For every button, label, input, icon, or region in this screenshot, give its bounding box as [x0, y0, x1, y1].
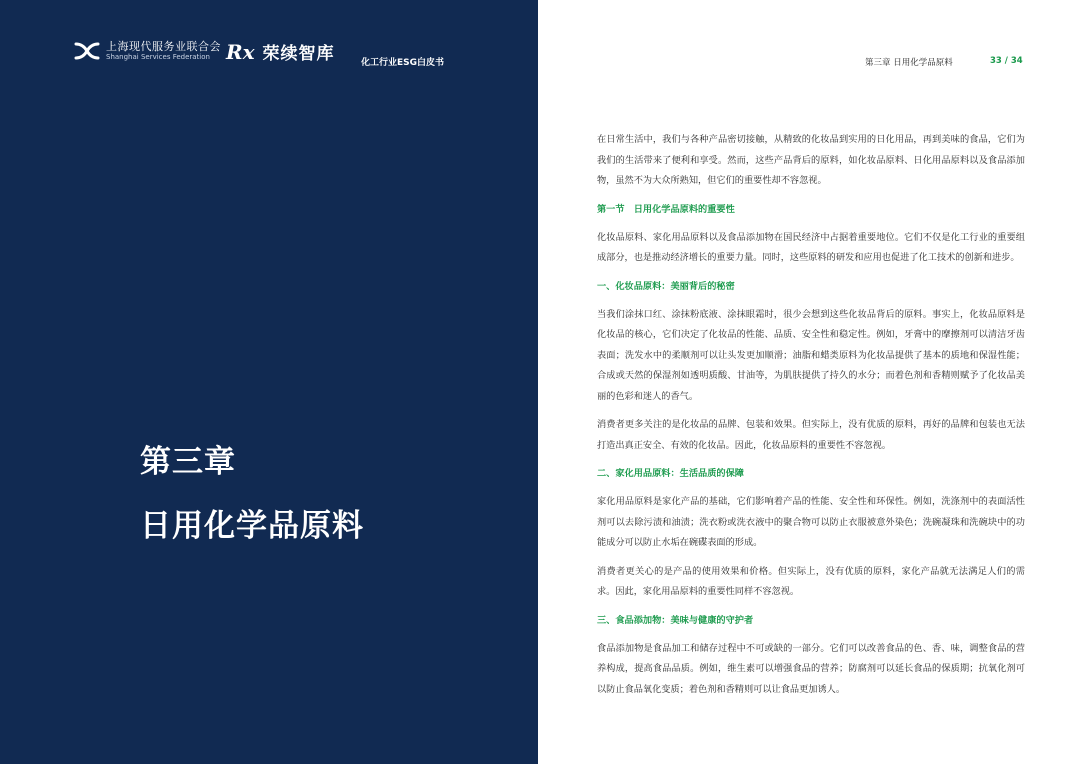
body-paragraph: 食品添加物是食品加工和储存过程中不可或缺的一部分。它们可以改善食品的色、香、味，调整食品的营养构成，提高食品品质。例如，维生素可以增强食品的营养；防腐剂可以延长食品的保质期；抗氧化剂可以防止食品氧化变质；着色剂和香精则可以让食品更加诱人。	[597, 642, 1025, 695]
running-header: 第三章 日用化学品原料	[865, 58, 953, 68]
body-paragraph: 化妆品原料、家化用品原料以及食品添加物在国民经济中占据着重要地位。它们不仅是化工行业的重要组成部分，也是推动经济增长的重要力量。同时，这些原料的研发和应用也促进了化工技术的创新和进步。	[597, 231, 1025, 263]
org1-name-en: Shanghai Services Federation	[106, 53, 210, 61]
subsection-heading: 三、食品添加物：美味与健康的守护者	[597, 614, 754, 626]
intro-paragraph: 在日常生活中，我们与各种产品密切接触，从精致的化妆品到实用的日化用品，再到美味的食品，它们为我们的生活带来了便利和享受。然而，这些产品背后的原料，如化妆品原料、日化用品原料以及食品添加物，虽然不为大众所熟知，但它们的重要性却不容忽视。	[597, 134, 1025, 186]
page-number: 33 / 34	[990, 56, 1023, 66]
section-heading: 第一节 日用化学品原料的重要性	[597, 203, 735, 215]
body-paragraph: 消费者更多关注的是化妆品的品牌、包装和效果。但实际上，没有优质的原料，再好的品牌和包装也无法打造出真正安全、有效的化妆品。因此，化妆品原料的重要性不容忽视。	[597, 419, 1025, 451]
ssf-logo	[74, 40, 221, 62]
rx-think-tank-logo	[226, 39, 335, 64]
text-page	[538, 0, 1080, 764]
org1-name-cn: 上海现代服务业联合会	[106, 40, 221, 53]
ssf-logo-icon	[74, 41, 100, 61]
report-title: 化工行业ESG白皮书	[361, 58, 445, 68]
page-body	[597, 130, 1025, 708]
subsection-heading: 一、化妆品原料：美丽背后的秘密	[597, 280, 735, 292]
subsection-heading: 二、家化用品原料：生活品质的保障	[597, 468, 744, 479]
org2-name: 荣续智库	[262, 44, 335, 64]
body-paragraph: 当我们涂抹口红、涂抹粉底液、涂抹眼霜时，很少会想到这些化妆品背后的原料。事实上，化妆品原料是化妆品的核心，它们决定了化妆品的性能、品质、安全性和稳定性。例如，牙膏中的摩擦剂可以清洁牙齿表面；洗发水中的柔顺剂可以让头发更加顺滑；油脂和蜡类原料为化妆品提供了基本的质地和保湿性能；合成或天然的保湿剂如透明质酸、甘油等，为肌肤提供了持久的水分；而着色剂和香精则赋予了化妆品美丽的色彩和迷人的香气。	[597, 308, 1025, 402]
chapter-title: 日用化学品原料	[140, 508, 364, 544]
cover-panel	[0, 0, 538, 764]
rx-mark: Rx	[226, 39, 255, 64]
chapter-number: 第三章	[140, 444, 236, 480]
body-paragraph: 家化用品原料是家化产品的基础，它们影响着产品的性能、安全性和环保性。例如，洗涤剂中的表面活性剂可以去除污渍和油渍；洗衣粉或洗衣液中的聚合物可以防止衣服被意外染色；洗碗凝珠和洗碗块中的功能成分可以防止水垢在碗碟表面的形成。	[597, 496, 1025, 548]
body-paragraph: 消费者更关心的是产品的使用效果和价格。但实际上，没有优质的原料，家化产品就无法满足人们的需求。因此，家化用品原料的重要性同样不容忽视。	[597, 565, 1025, 597]
